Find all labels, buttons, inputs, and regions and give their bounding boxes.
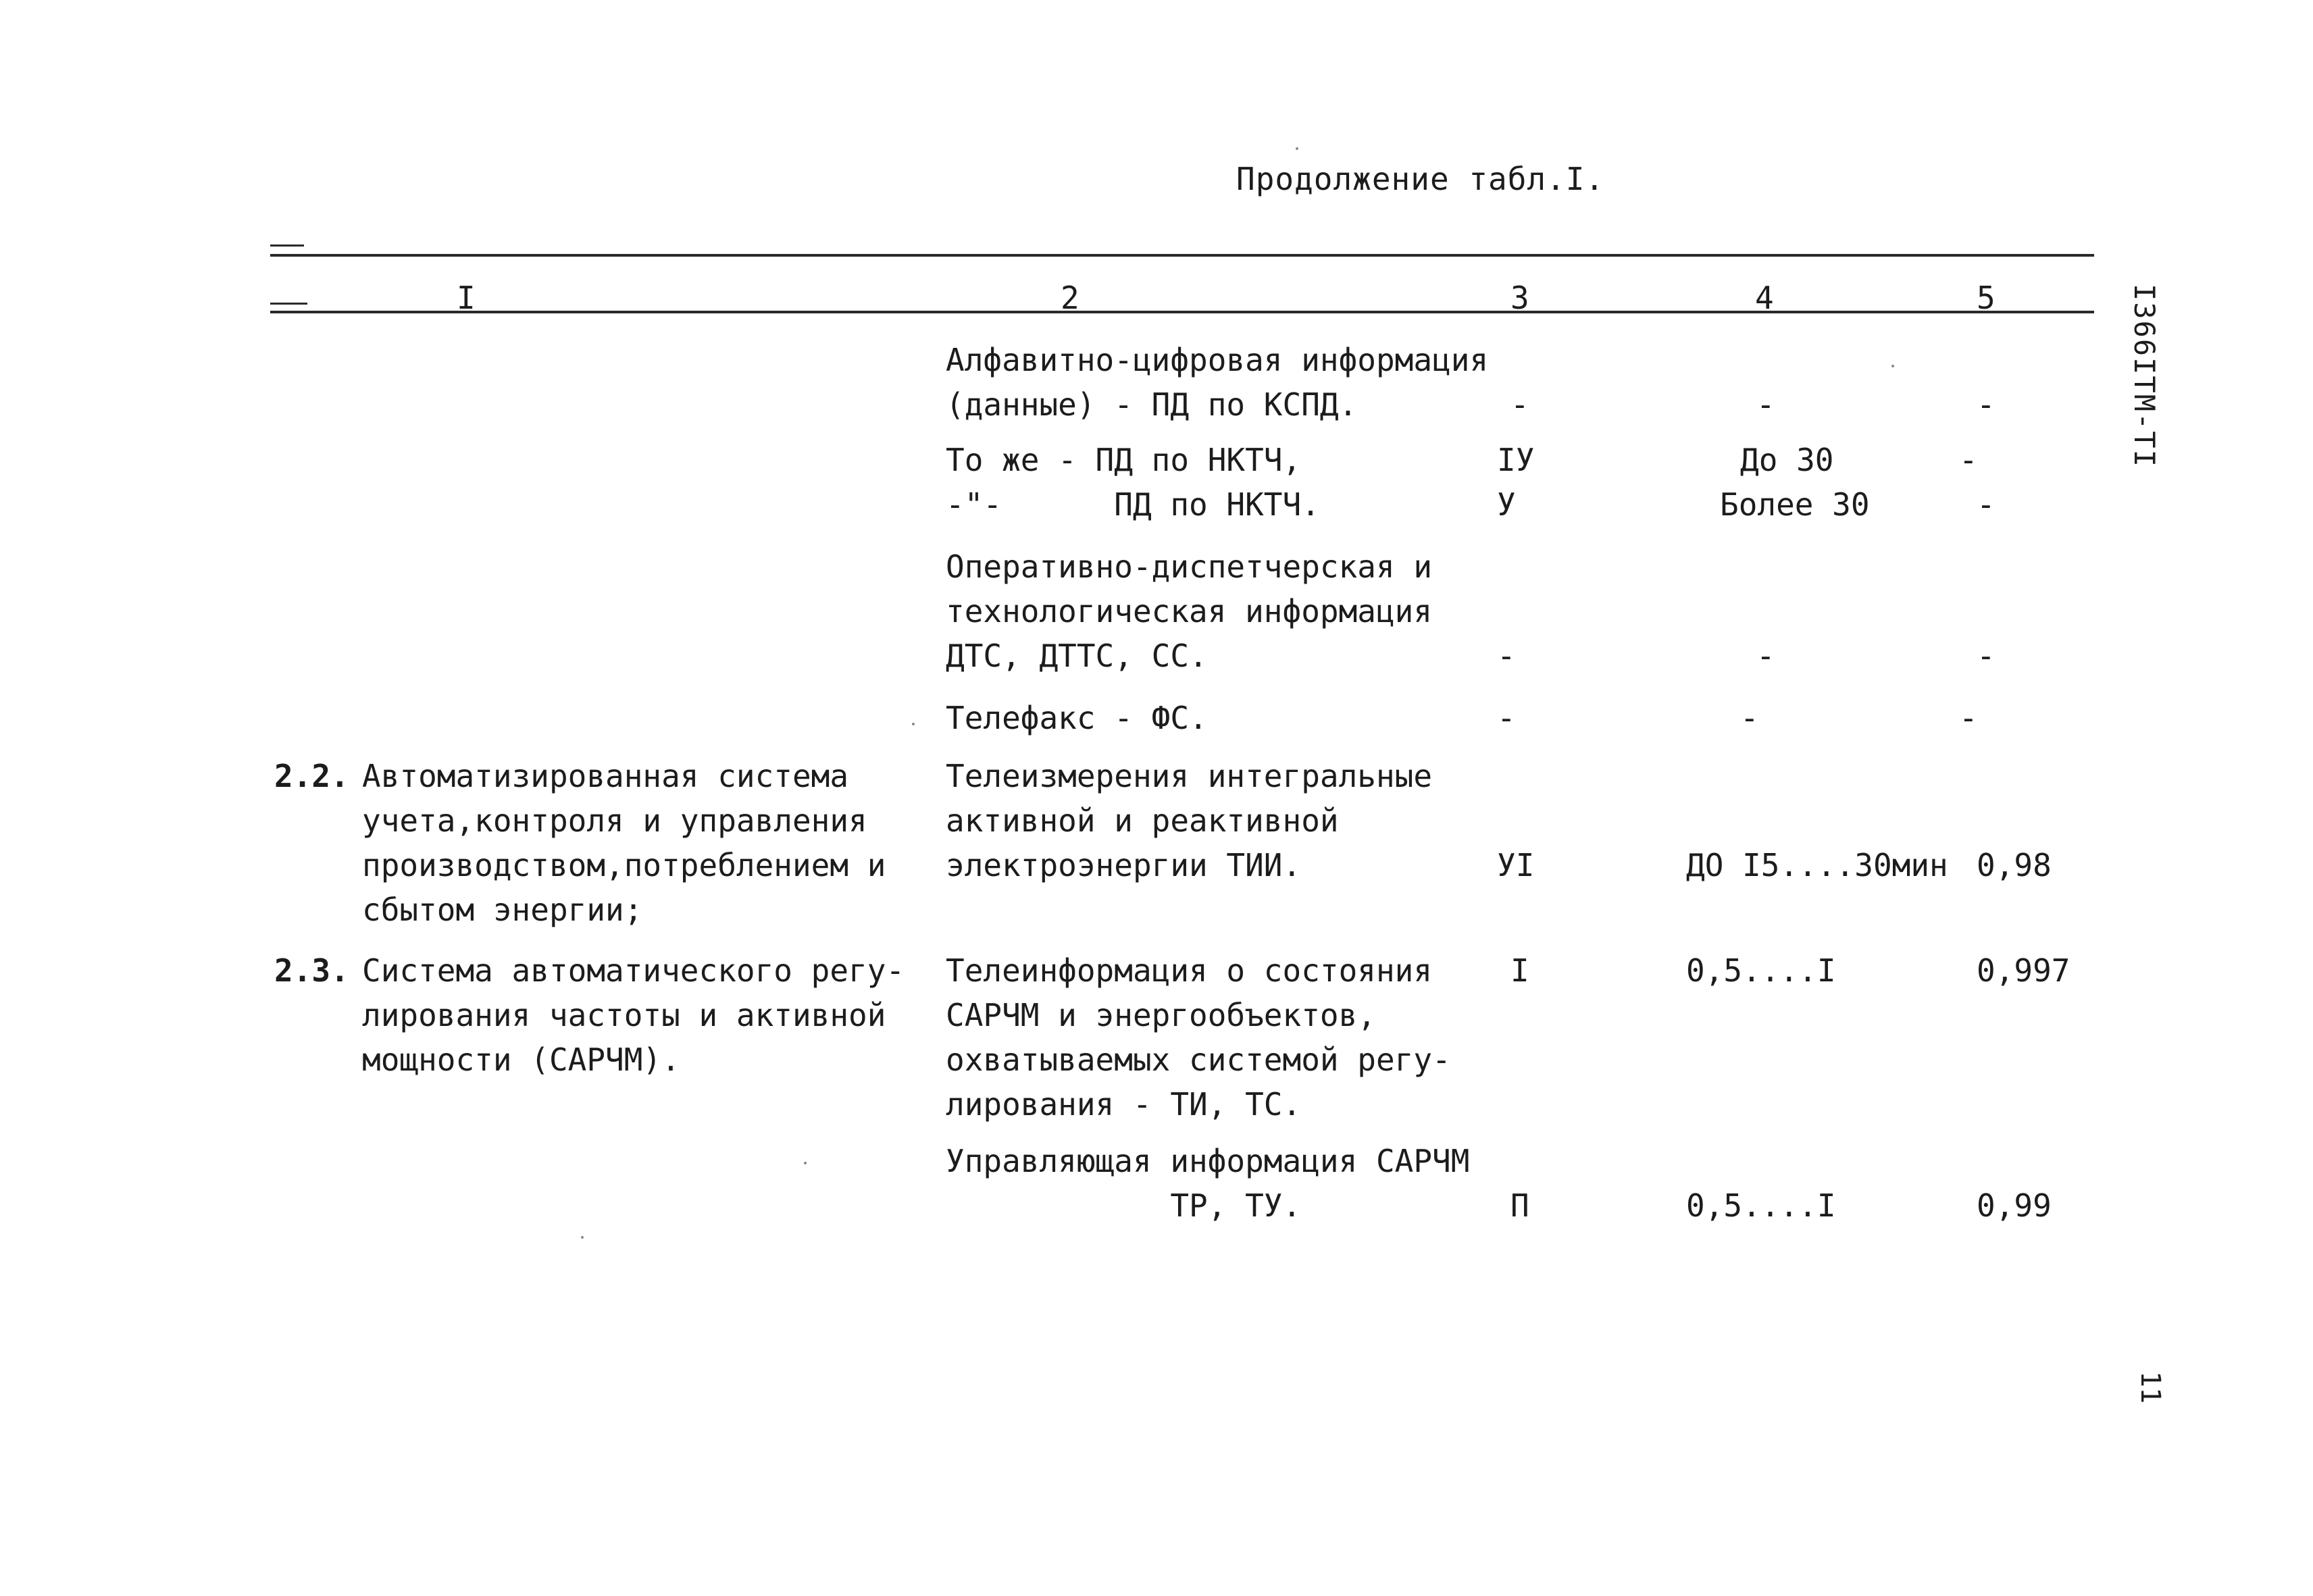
cell-line: -"- ПД по НКТЧ. [946, 486, 1320, 523]
table-header-rule [270, 311, 2094, 313]
table-row-6-col5: 0,997 [1977, 952, 2070, 989]
table-row-2-col3: У [1497, 486, 1516, 523]
table-row-5-col5: 0,98 [1977, 847, 2052, 883]
column-header-5: 5 [1977, 280, 1996, 316]
table-row-1-col5: - [1959, 442, 1978, 478]
scan-speck [1891, 365, 1894, 367]
cell-line: Система автоматического регу- [362, 952, 905, 989]
table-row-4-col3: - [1497, 700, 1516, 736]
column-header-3: 3 [1510, 280, 1529, 316]
table-caption: Продолжение табл.I. [1236, 161, 1605, 197]
scan-speck [581, 1236, 584, 1239]
cell-line: лирования частоты и активной [362, 997, 886, 1033]
cell-line: электроэнергии ТИИ. [946, 847, 1302, 883]
table-row-5-col1 [362, 754, 886, 932]
table-row-3-col2 [946, 544, 1432, 678]
cell-line: Телеизмерения интегральные [946, 758, 1433, 794]
table-row-1-col4: До 30 [1740, 442, 1834, 478]
scan-speck [804, 1162, 807, 1164]
cell-line: Телефакс - ФС. [946, 700, 1208, 736]
table-row-6-col2 [946, 948, 1451, 1127]
table-row-4-col5: - [1959, 700, 1978, 736]
cell-line: То же - ПД по НКТЧ, [946, 442, 1302, 478]
scan-speck [912, 723, 915, 725]
table-row-6-col1 [362, 948, 905, 1082]
table-row-3-col5: - [1977, 638, 1996, 674]
cell-line: (данные) - ПД по КСПД. [946, 386, 1358, 423]
table-row-7-col2 [946, 1139, 1469, 1228]
cell-line: лирования - ТИ, ТС. [946, 1086, 1302, 1123]
table-row-7-col4: 0,5....I [1686, 1187, 1836, 1224]
table-row-0-col5: - [1977, 386, 1996, 423]
table-row-2-col5: - [1977, 486, 1996, 523]
cell-line: ДТС, ДТТС, СС. [946, 638, 1208, 674]
top-rule-mark [270, 244, 304, 247]
cell-line: Управляющая информация САРЧМ [946, 1143, 1470, 1179]
table-row-2-col2 [946, 482, 1320, 527]
header-rule-mark [270, 303, 307, 305]
table-row-4-col2 [946, 696, 1208, 740]
cell-line: учета,контроля и управления [362, 802, 867, 839]
table-row-1-col3: IУ [1497, 442, 1535, 478]
cell-line: САРЧМ и энергообъектов, [946, 997, 1376, 1033]
table-row-3-col4: - [1756, 638, 1775, 674]
cell-line: технологическая информация [946, 593, 1433, 629]
cell-line: Оперативно-диспетчерская и [946, 548, 1433, 585]
column-header-1: I [457, 280, 476, 316]
table-row-6-col4: 0,5....I [1686, 952, 1836, 989]
table-row-1-col2 [946, 438, 1301, 482]
table-row-0-col2 [946, 338, 1488, 427]
cell-line: Телеинформация о состояния [946, 952, 1433, 989]
table-row-5-col4: ДО I5....30мин [1686, 847, 1948, 883]
table-row-6-col3: I [1510, 952, 1529, 989]
cell-line: активной и реактивной [946, 802, 1339, 839]
table-row-2-col4: Более 30 [1720, 486, 1870, 523]
table-row-0-col3: - [1510, 386, 1529, 423]
column-header-4: 4 [1755, 280, 1774, 316]
table-row-3-col3: - [1497, 638, 1516, 674]
table-row-4-col4: - [1740, 700, 1759, 736]
cell-line: Алфавитно-цифровая информация [946, 342, 1489, 378]
table-row-5-number: 2.2. [274, 758, 349, 794]
page-number: 11 [2135, 1371, 2166, 1404]
column-header-2: 2 [1061, 280, 1079, 316]
cell-line: ТР, ТУ. [946, 1187, 1302, 1224]
table-top-rule [270, 254, 2094, 257]
cell-line: производством,потреблением и [362, 847, 886, 883]
cell-line: Автоматизированная система [362, 758, 849, 794]
document-code: I366IТМ-ТI [2128, 284, 2161, 468]
cell-line: охватываемых системой регу- [946, 1041, 1451, 1078]
scan-speck [1296, 147, 1298, 150]
table-row-0-col4: - [1756, 386, 1775, 423]
table-row-6-number: 2.3. [274, 952, 349, 989]
cell-line: сбытом энергии; [362, 892, 643, 928]
table-row-7-col3: П [1510, 1187, 1529, 1224]
table-row-7-col5: 0,99 [1977, 1187, 2052, 1224]
table-row-5-col2 [946, 754, 1432, 887]
cell-line: мощности (САРЧМ). [362, 1041, 680, 1078]
table-row-5-col3: УI [1497, 847, 1535, 883]
